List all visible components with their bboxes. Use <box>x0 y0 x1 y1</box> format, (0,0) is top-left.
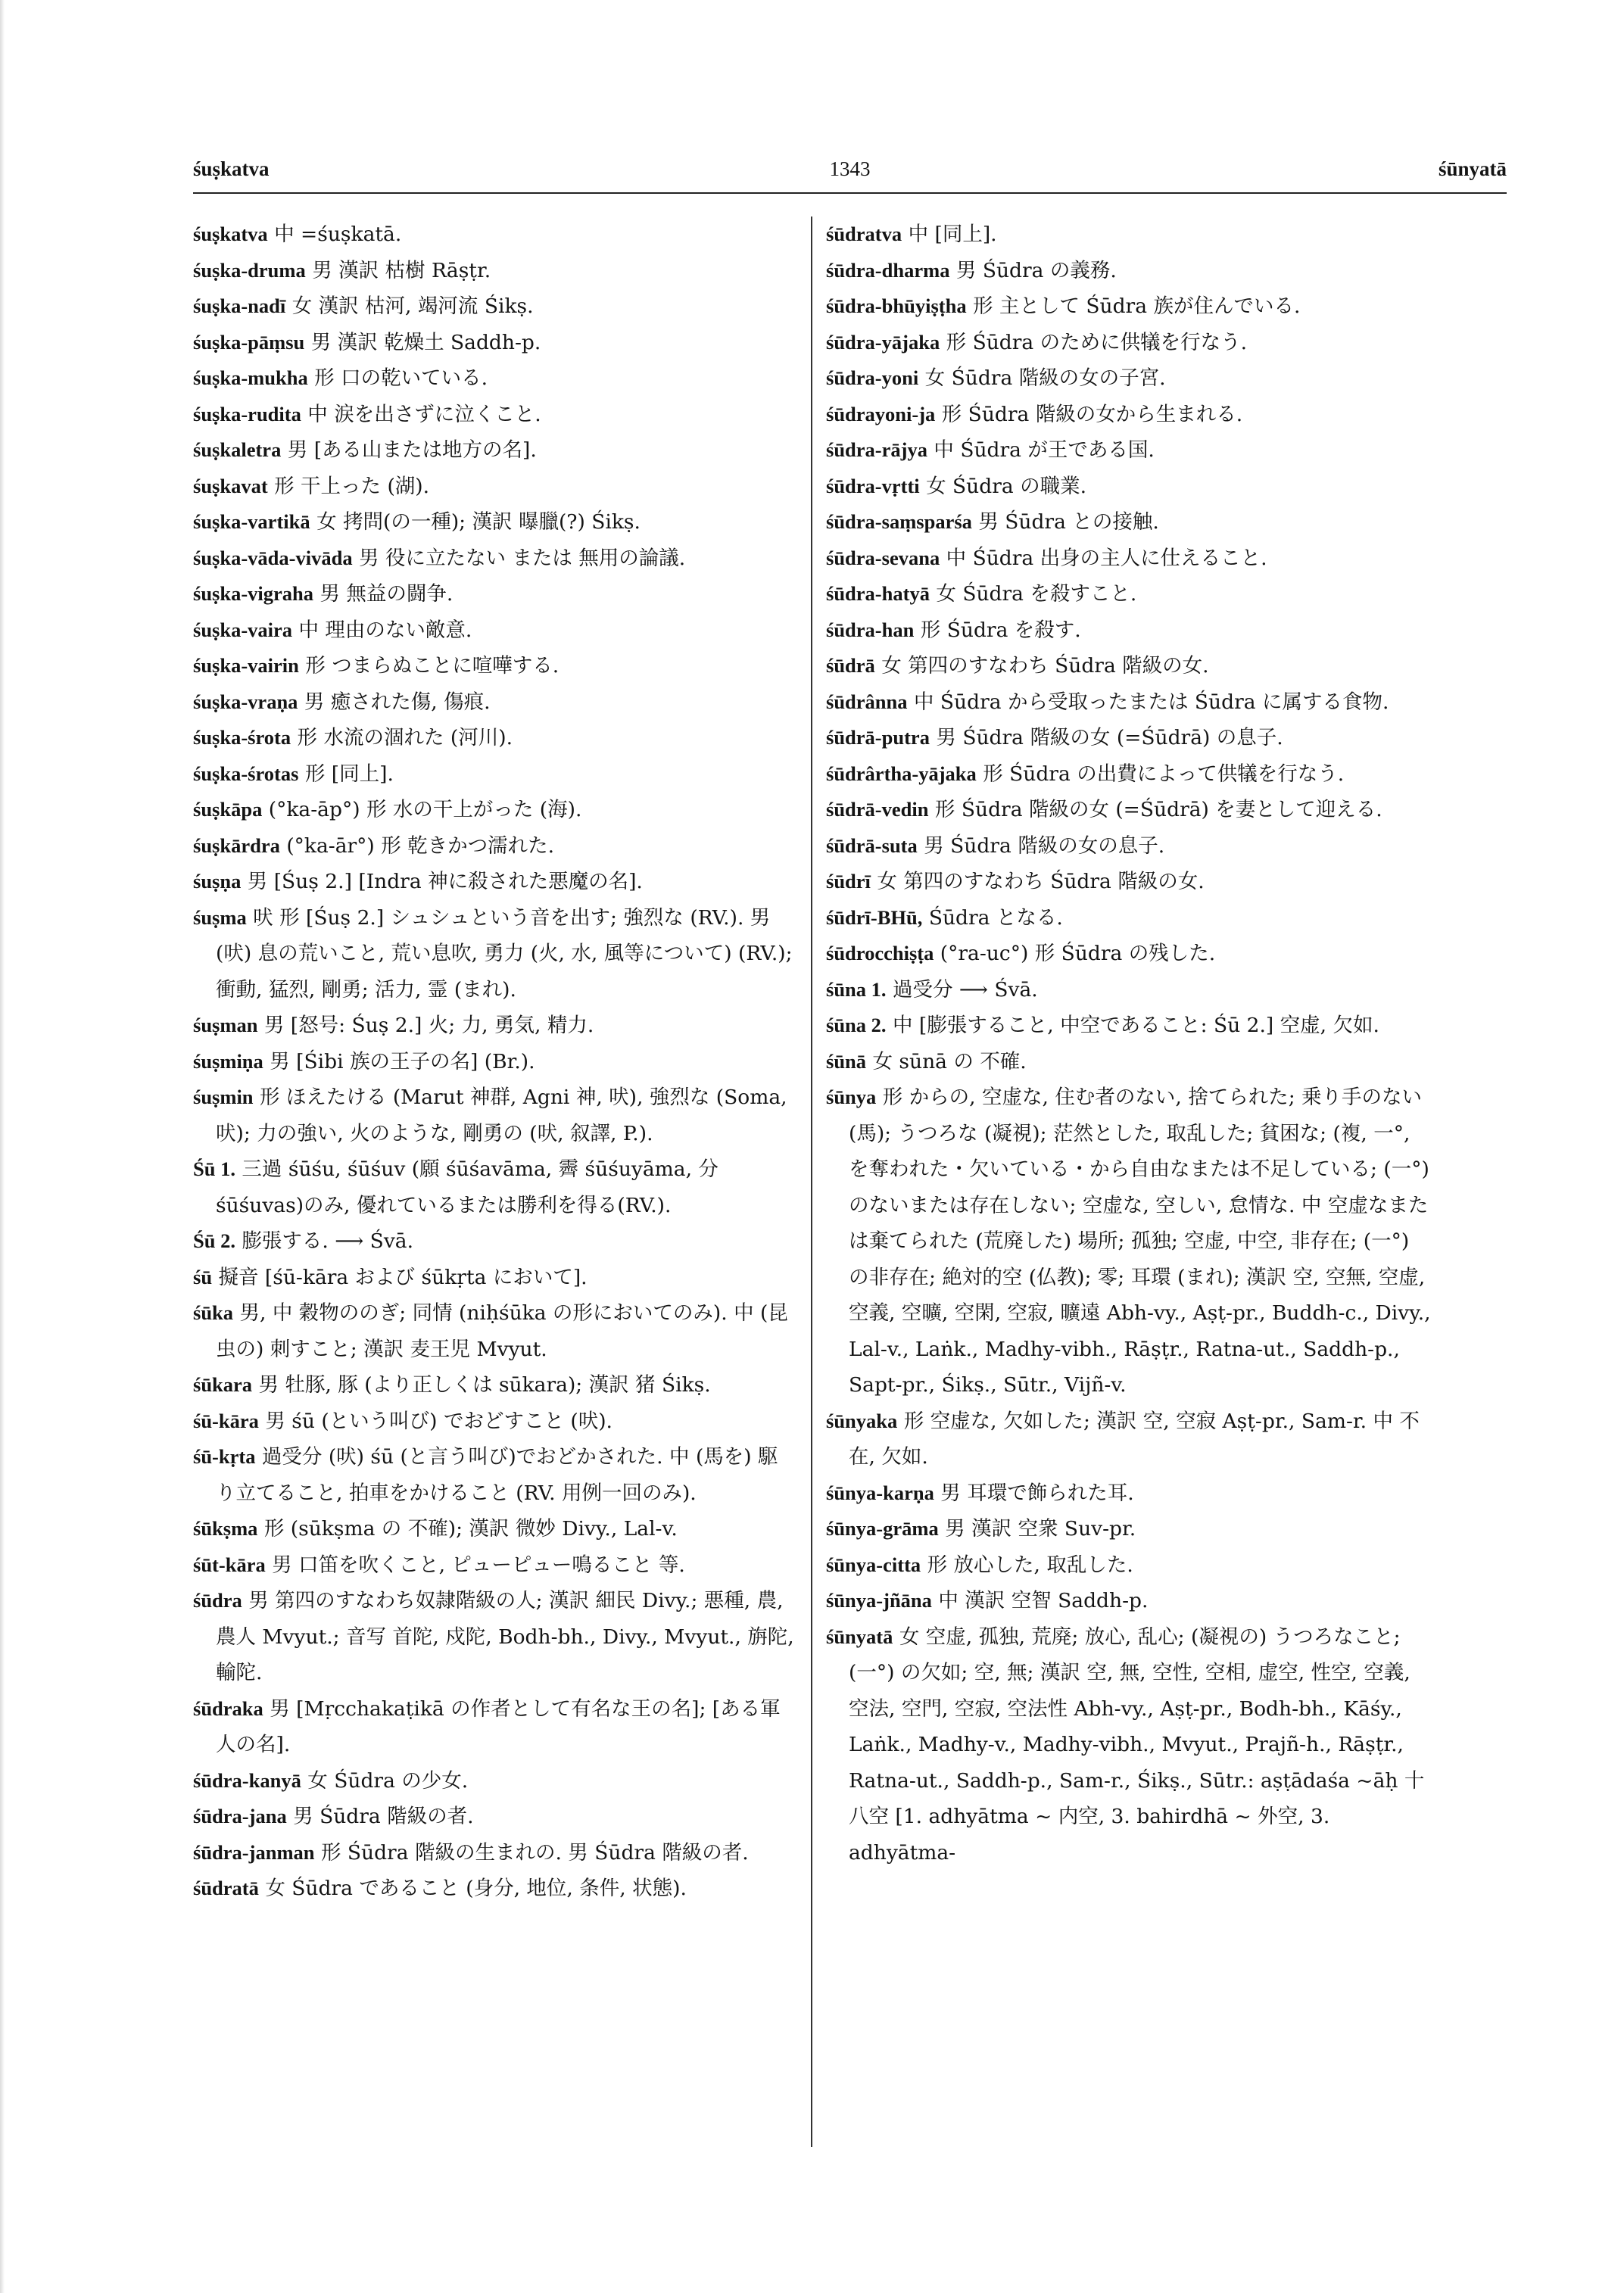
entry-headword: śūna 2. <box>826 1014 887 1036</box>
entry-headword: śūdra-vṛtti <box>826 474 920 497</box>
entry-definition: 形 Śūdra を殺す. <box>920 618 1081 642</box>
dictionary-entry <box>193 792 795 828</box>
dictionary-entry <box>193 469 795 505</box>
entry-headword: śuṣkārdra <box>193 833 280 857</box>
dictionary-entry <box>826 1583 1432 1619</box>
left-guide-word: śuṣkatva <box>193 157 270 180</box>
dictionary-entry <box>826 288 1432 325</box>
entry-definition: 女 第四のすなわち Śūdra 階級の女. <box>881 654 1209 678</box>
entry-definition: 中 [同上]. <box>908 223 997 246</box>
entry-definition: 形 つまらぬことに喧嘩する. <box>305 654 560 678</box>
entry-headword: śūdrī-BHū, <box>826 905 923 929</box>
left-column <box>193 217 795 2162</box>
entry-headword: śūdrī <box>826 870 871 893</box>
dictionary-entry <box>826 1619 1432 1871</box>
dictionary-entry <box>193 253 795 289</box>
dictionary-entry <box>193 288 795 325</box>
dictionary-entry <box>193 1008 795 1044</box>
dictionary-entry <box>193 1223 795 1260</box>
dictionary-entry <box>193 217 795 253</box>
entry-definition: 形 Śūdra 階級の女から生まれる. <box>941 402 1243 426</box>
entry-headword: śūdra-saṃsparśa <box>826 510 972 533</box>
entry-headword: śūnyatā <box>826 1625 893 1648</box>
entry-headword: śuṣmiṇa <box>193 1049 263 1073</box>
entry-headword: śūdrā-vedin <box>826 798 929 821</box>
entry-headword: śūdrârtha-yājaka <box>826 762 977 785</box>
entry-definition: 女 Śūdra であること (身分, 地位, 条件, 状態). <box>265 1877 687 1900</box>
entry-definition: 男 漢訳 乾燥土 Saddh-p. <box>310 330 541 354</box>
entry-headword: śūdrânna <box>826 690 908 713</box>
page-header <box>193 157 1507 191</box>
entry-definition: 男 牡豚, 豚 (より正しくは sūkara); 漢訳 猪 Śikṣ. <box>258 1373 711 1397</box>
entry-definition: 女 空虚, 孤独, 荒廃; 放心, 乱心; (凝視の) うつろなこと; (一°) の欠如; 空, 無; 漢訳 空, 無, 空性, 空相, 虚空, 性空, 空義, 空法, 空門, 空寂, 空法性 Abh-vy., Aṣṭ-pr., Bodh-bh., Kāśy., Laṅk., Madhy-v., Madhy-vibh., Mvyut., Prajñ-h., Rāṣṭr., Ratna-ut., Saddh-p., Sam-r., Śikṣ., Sūtr.: aṣṭādaśa ~āḥ 十八空 [1. adhyātma ~ 内空, 3. bahirdhā ~ 外空, 3. adhyātma- <box>849 1625 1425 1865</box>
entry-definition: 形 Śūdra 階級の女 (=Śūdrā) を妻として迎える. <box>934 798 1382 821</box>
entry-headword: śūka <box>193 1301 234 1324</box>
entry-definition: 形 主として Śūdra 族が住んでいる. <box>973 294 1301 318</box>
entry-definition: 吠 形 [Śuṣ 2.] シュシュという音を出す; 強烈な (RV.). 男 (吠) 息の荒いこと, 荒い息吹, 勇力 (火, 水, 風等について) (RV.); 衝動, 猛烈, 剛勇; 活力, 霊 (まれ). <box>216 905 793 1002</box>
dictionary-entry <box>193 432 795 469</box>
entry-headword: śū-kṛta <box>193 1445 256 1468</box>
entry-definition: 女 第四のすなわち Śūdra 階級の女. <box>877 870 1205 893</box>
dictionary-entry <box>826 253 1432 289</box>
entry-definition: 男 口笛を吹くこと, ピューピュー鳴ること 等. <box>272 1553 685 1577</box>
dictionary-entry <box>193 756 795 793</box>
entry-headword: śūnya-grāma <box>826 1517 939 1540</box>
dictionary-entry <box>826 1547 1432 1584</box>
entry-headword: śuṣkāpa <box>193 798 263 821</box>
entry-definition: 形 干上った (湖). <box>274 474 430 498</box>
entry-headword: Śū 1. <box>193 1157 235 1180</box>
dictionary-entry <box>193 612 795 649</box>
dictionary-entry <box>826 720 1432 756</box>
entry-definition: 中 Śūdra が王である国. <box>934 438 1155 462</box>
entry-definition: 形 放心した, 取乱した. <box>927 1553 1133 1577</box>
entry-definition: 女 Śūdra を殺すこと. <box>936 582 1137 606</box>
entry-headword: śuṣka-nadī <box>193 294 286 317</box>
entry-definition: 男 [Śibi 族の王子の名] (Br.). <box>270 1049 535 1073</box>
entry-definition: 形 Śūdra 階級の生まれの. 男 Śūdra 階級の者. <box>320 1840 749 1865</box>
dictionary-entry <box>193 1295 795 1367</box>
entry-definition: Śūdra となる. <box>928 905 1063 930</box>
entry-headword: śuṣkaletra <box>193 438 282 461</box>
entry-headword: śūdra-dharma <box>826 258 950 282</box>
dictionary-entry <box>193 541 795 577</box>
entry-headword: śūdrā <box>826 654 875 677</box>
entry-definition: 過受分 ⟶ Śvā. <box>892 977 1038 1002</box>
entry-headword: śuṣka-vigraha <box>193 582 314 605</box>
entry-headword: śū <box>193 1265 213 1288</box>
entry-headword: śūnā <box>826 1049 867 1073</box>
entry-definition: 形 Śūdra のために供犠を行なう. <box>946 330 1248 354</box>
entry-headword: śuṣka-mukha <box>193 366 308 389</box>
page-edge-shadow <box>0 0 5 2293</box>
entry-headword: śūdra-sevana <box>826 546 940 569</box>
dictionary-entry <box>826 1511 1432 1547</box>
entry-headword: śuṣka-pāṃsu <box>193 330 305 354</box>
entry-definition: 女 拷問(の一種); 漢訳 曝臘(?) Śikṣ. <box>316 510 641 534</box>
entry-headword: śūt-kāra <box>193 1553 266 1576</box>
entry-headword: śūdratā <box>193 1877 259 1899</box>
dictionary-entry <box>193 576 795 612</box>
dictionary-entry <box>826 648 1432 684</box>
entry-definition: 形 [同上]. <box>304 762 394 786</box>
entry-definition: 中 漢訳 空智 Saddh-p. <box>938 1589 1149 1612</box>
entry-headword: śūkṣma <box>193 1517 258 1540</box>
entry-definition: 男 耳環で飾られた耳. <box>940 1481 1134 1505</box>
entry-headword: śuṣmin <box>193 1086 254 1108</box>
entry-headword: śūdrā-putra <box>826 726 930 749</box>
dictionary-entry <box>826 756 1432 793</box>
entry-headword: śuṣka-druma <box>193 258 306 282</box>
right-column <box>826 217 1432 2162</box>
dictionary-entry <box>193 828 795 865</box>
dictionary-entry <box>193 1799 795 1835</box>
dictionary-entry <box>193 864 795 900</box>
entry-definition: 男 Śūdra との接触. <box>978 510 1159 534</box>
dictionary-entry <box>826 432 1432 469</box>
entry-headword: śūdra-janman <box>193 1840 315 1864</box>
dictionary-entry <box>826 936 1432 972</box>
entry-definition: 男 [ある山または地方の名]. <box>287 438 537 462</box>
dictionary-entry <box>193 1871 795 1907</box>
dictionary-entry <box>826 828 1432 865</box>
entry-headword: śūnya-citta <box>826 1553 921 1576</box>
dictionary-entry <box>826 684 1432 721</box>
dictionary-entry <box>826 972 1432 1008</box>
entry-definition: (°ka-ār°) 形 乾きかつ濡れた. <box>286 833 555 858</box>
entry-definition: 男 漢訳 枯樹 Rāṣṭr. <box>312 258 491 282</box>
entry-definition: 男 Śūdra 階級の女の息子. <box>924 833 1165 858</box>
entry-definition: 女 sūnā の 不確. <box>872 1049 1027 1073</box>
dictionary-entry <box>193 1044 795 1080</box>
entry-definition: 形 Śūdra の出費によって供犠を行なう. <box>983 762 1345 786</box>
entry-definition: 中 Śūdra 出身の主人に仕えること. <box>946 546 1267 570</box>
entry-headword: śuṣman <box>193 1014 258 1036</box>
entry-headword: śuṣka-vāda-vivāda <box>193 546 353 569</box>
entry-definition: 擬音 [śū-kāra および śūkṛta において]. <box>218 1265 588 1289</box>
dictionary-entry <box>193 1511 795 1547</box>
dictionary-entry <box>826 397 1432 433</box>
entry-headword: śuṣka-vartikā <box>193 510 310 533</box>
entry-headword: śuṣka-śrota <box>193 726 291 749</box>
dictionary-entry <box>826 612 1432 649</box>
entry-headword: śū-kāra <box>193 1409 259 1432</box>
entry-headword: śūdra-jana <box>193 1805 287 1827</box>
dictionary-entry <box>826 900 1432 936</box>
entry-definition: 男 Śūdra の義務. <box>955 258 1117 282</box>
entry-definition: 男 無益の闘争. <box>320 582 454 606</box>
dictionary-entry <box>826 504 1432 541</box>
entry-headword: śūnya <box>826 1086 877 1108</box>
entry-definition: 形 水流の涸れた (河川). <box>297 726 513 749</box>
dictionary-entry <box>826 360 1432 397</box>
dictionary-entry <box>193 325 795 361</box>
entry-definition: 中 涙を出さずに泣くこと. <box>307 402 541 426</box>
entry-definition: 過受分 (吠) śū (と言う叫び)でおどかされた. 中 (馬を) 駆り立てること, 拍車をかけること (RV. 用例一回のみ). <box>216 1445 778 1505</box>
dictionary-entry <box>826 1404 1432 1475</box>
dictionary-entry <box>826 1044 1432 1080</box>
right-guide-word: śūnyatā <box>1438 157 1507 180</box>
entry-headword: śūdra-yājaka <box>826 330 940 354</box>
entry-definition: 中 =śuṣkatā. <box>274 223 402 246</box>
entry-headword: śūdra-kanyā <box>193 1768 301 1792</box>
entry-definition: (°ka-āp°) 形 水の干上がった (海). <box>268 798 582 821</box>
entry-headword: śūnya-jñāna <box>826 1589 932 1612</box>
dictionary-entry <box>193 1439 795 1511</box>
entry-definition: 男 癒された傷, 傷痕. <box>304 690 491 714</box>
entry-headword: Śū 2. <box>193 1229 235 1252</box>
entry-headword: śūdraka <box>193 1696 263 1720</box>
dictionary-entry <box>826 576 1432 612</box>
entry-headword: śuṣma <box>193 905 247 929</box>
entry-definition: 女 漢訳 枯河, 竭河流 Śikṣ. <box>291 294 534 318</box>
entry-definition: 男 第四のすなわち奴隷階級の人; 漢訳 細民 Divy.; 悪種, 農, 農人 Mvyut.; 音写 首陀, 戍陀, Bodh-bh., Divy., Mvyut., 旃陀, 輸陀. <box>216 1589 794 1684</box>
page-number: 1343 <box>829 157 871 180</box>
entry-headword: śuṣkatva <box>193 223 268 245</box>
dictionary-entry <box>193 1835 795 1871</box>
entry-headword: śūdra-rājya <box>826 438 927 461</box>
dictionary-entry <box>193 1763 795 1799</box>
entry-headword: śūdra-bhūyiṣṭha <box>826 294 967 317</box>
dictionary-entry <box>193 900 795 1008</box>
entry-headword: śūnyaka <box>826 1409 898 1432</box>
entry-definition: 形 ほえたける (Marut 神群, Agni 神, 吠), 強烈な (Soma, 吠); 力の強い, 火のような, 剛勇の (吠, 叙譯, P.). <box>216 1086 787 1145</box>
entry-headword: śūkara <box>193 1373 253 1396</box>
dictionary-entry <box>826 1080 1432 1404</box>
entry-definition: 中 理由のない敵意. <box>298 618 472 642</box>
entry-definition: 女 Śūdra の少女. <box>307 1768 469 1793</box>
entry-headword: śūdrayoni-ja <box>826 402 936 425</box>
dictionary-entry <box>193 1151 795 1223</box>
dictionary-entry <box>193 1547 795 1584</box>
entry-headword: śuṣka-vairin <box>193 654 299 677</box>
dictionary-entry <box>826 864 1432 900</box>
dictionary-entry <box>193 720 795 756</box>
entry-headword: śūna 1. <box>826 977 887 1001</box>
entry-definition: 男 [怒号: Śuṣ 2.] 火; 力, 勇気, 精力. <box>263 1014 594 1037</box>
dictionary-entry <box>826 1008 1432 1044</box>
dictionary-entry <box>826 541 1432 577</box>
entry-definition: 男 [Śuṣ 2.] [Indra 神に殺された悪魔の名]. <box>247 870 643 893</box>
entry-definition: 男 Śūdra 階級の女 (=Śūdrā) の息子. <box>936 726 1283 749</box>
entry-definition: 男 役に立たない または 無用の論議. <box>359 546 686 570</box>
entry-definition: 形 口の乾いている. <box>314 366 488 390</box>
entry-headword: śuṣka-rudita <box>193 402 301 425</box>
dictionary-entry <box>193 1404 795 1440</box>
entry-definition: 女 Śūdra の職業. <box>926 474 1087 498</box>
entry-headword: śuṣka-vaira <box>193 618 293 641</box>
entry-definition: 形 からの, 空虚な, 住む者のない, 捨てられた; 乗り手のない (馬); うつろな (凝視); 茫然とした, 取乱した; 貧困な; (複, 一°, を奪われた・欠いている・から自由なまたは不足している; (一°) のないまたは存在しない; 空虚な, 空しい, 怠情な. 中 空虚なまたは棄てられた (荒廃した) 場所; 孤独; 空虚, 中空, 非存在; (一°) の非存在; 絶対的空 (仏教); 零; 耳環 (まれ); 漢訳 空, 空無, 空虚, 空義, 空曠, 空閑, 空寂, 曠遠 Abh-vy., Aṣṭ-pr., Buddh-c., Divy., Lal-v., Laṅk., Madhy-vibh., Rāṣṭr., Ratna-ut., Saddh-p., Sapt-pr., Śikṣ., Sūtr., Vijñ-v. <box>849 1086 1431 1397</box>
entry-headword: śūdrā-suta <box>826 833 918 857</box>
dictionary-entry <box>193 1080 795 1151</box>
entry-headword: śūdra-hatyā <box>826 582 930 605</box>
entry-definition: 膨張する. ⟶ Śvā. <box>242 1229 414 1253</box>
entry-definition: 男 Śūdra 階級の者. <box>293 1805 474 1828</box>
dictionary-entry <box>193 504 795 541</box>
entry-headword: śuṣka-śrotas <box>193 762 299 785</box>
entry-definition: 男 漢訳 空衆 Suv-pr. <box>945 1517 1136 1541</box>
dictionary-entry <box>193 360 795 397</box>
entry-definition: 中 Śūdra から受取ったまたは Śūdra に属する食物. <box>913 690 1389 714</box>
dictionary-entry <box>193 1367 795 1404</box>
dictionary-entry <box>193 397 795 433</box>
entry-headword: śūdra <box>193 1589 242 1612</box>
entry-headword: śuṣṇa <box>193 870 242 893</box>
entry-headword: śūnya-karṇa <box>826 1481 934 1504</box>
dictionary-entry <box>193 1583 795 1691</box>
entry-headword: śūdrocchiṣṭa <box>826 942 934 964</box>
entry-headword: śūdratva <box>826 223 902 245</box>
entry-definition: 女 Śūdra 階級の女の子宮. <box>924 366 1166 390</box>
dictionary-entry <box>193 648 795 684</box>
dictionary-entry <box>826 325 1432 361</box>
entry-definition: 形 空虚な, 欠如した; 漢訳 空, 空寂 Aṣṭ-pr., Sam-r. 中 不在, 欠如. <box>849 1409 1420 1469</box>
dictionary-entry <box>826 469 1432 505</box>
entry-definition: 形 (sūkṣma の 不確); 漢訳 微妙 Divy., Lal-v. <box>263 1517 678 1541</box>
dictionary-entry <box>193 684 795 721</box>
header-rule <box>193 192 1507 194</box>
entry-definition: 男 [Mṛcchakaṭikā の作者として有名な王の名]; [ある軍人の名]. <box>216 1696 781 1756</box>
entry-headword: śūdra-yoni <box>826 366 919 389</box>
dictionary-entry <box>826 217 1432 253</box>
entry-definition: 三過 śūśu, śūśuv (願 śūśavāma, 霽 śūśuyāma, 分 śūśuvas)のみ, 優れているまたは勝利を得る(RV.). <box>216 1157 718 1217</box>
entry-headword: śūdra-han <box>826 618 915 641</box>
entry-definition: 男, 中 穀物ののぎ; 同情 (niḥśūka の形においてのみ). 中 (昆虫の) 刺すこと; 漢訳 麦王児 Mvyut. <box>216 1301 788 1361</box>
entry-headword: śuṣka-vraṇa <box>193 690 298 713</box>
column-divider <box>811 217 812 2147</box>
dictionary-entry <box>826 1475 1432 1512</box>
entry-definition: 男 śū (という叫び) でおどすこと (吠). <box>265 1409 613 1433</box>
entry-definition: 中 [膨張すること, 中空であること: Śū 2.] 空虚, 欠如. <box>892 1014 1379 1037</box>
dictionary-entry <box>193 1691 795 1763</box>
entry-definition: (°ra-uc°) 形 Śūdra の残した. <box>940 942 1216 965</box>
dictionary-entry <box>826 792 1432 828</box>
dictionary-entry <box>193 1260 795 1296</box>
entry-headword: śuṣkavat <box>193 474 268 497</box>
